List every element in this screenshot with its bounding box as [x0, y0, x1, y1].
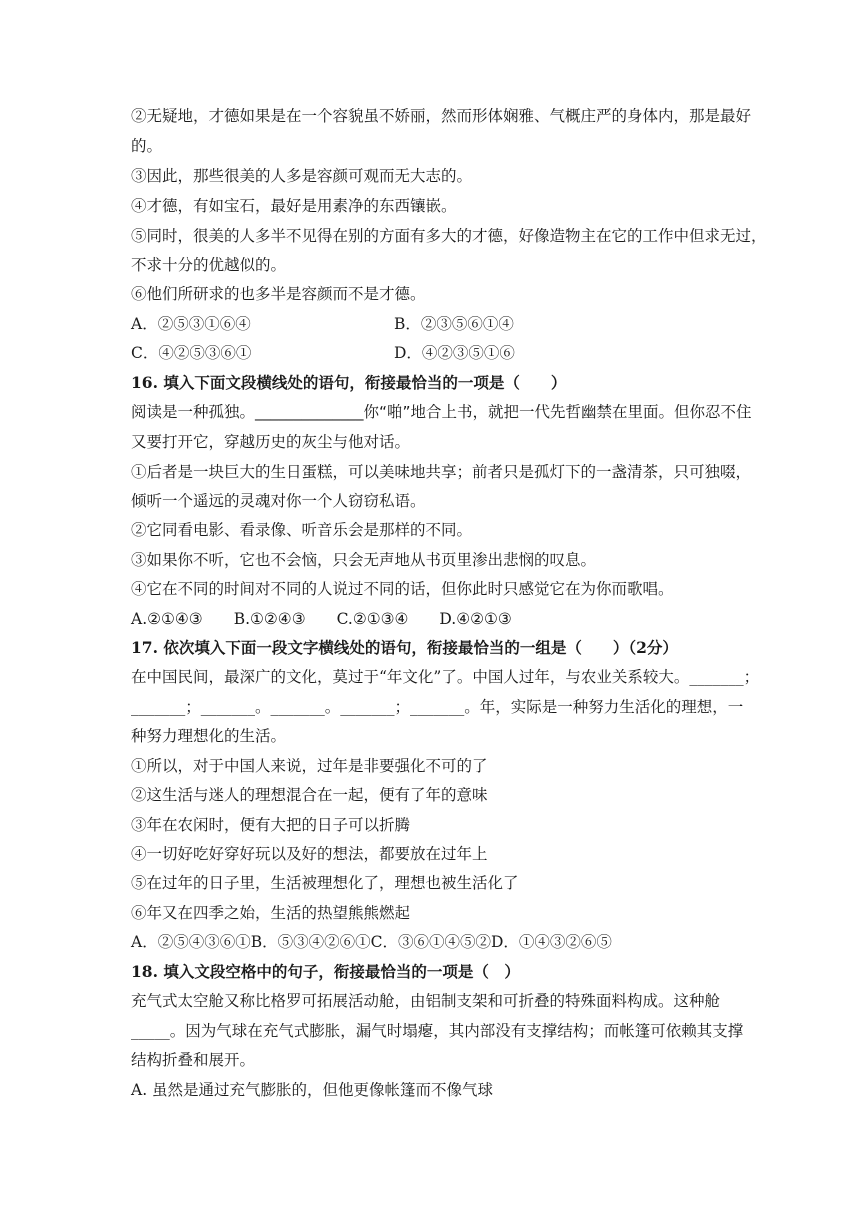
q15-item-5-line2: 不求十分的优越似的。	[131, 256, 287, 274]
q16-stem: 16. 填入下面文段横线处的语句，衔接最恰当的一项是（ ）	[131, 373, 567, 392]
q17-options: A．②⑤④③⑥①B．⑤③④②⑥①C．③⑥①④⑤②D．①④③②⑥⑤	[131, 933, 612, 951]
q17-item-1: ①所以，对于中国人来说，过年是非要强化不可的了	[131, 757, 488, 775]
q15-item-4: ④才德，有如宝石，最好是用素净的东西镶嵌。	[131, 197, 457, 215]
q17-item-3: ③年在农闲时，便有大把的日子可以折腾	[131, 816, 411, 834]
q16-item-2: ②它同看电影、看录像、听音乐会是那样的不同。	[131, 521, 473, 539]
q18-passage-line1: 充气式太空舱又称比格罗可拓展活动舱，由铝制支架和可折叠的特殊面料构成。这种舱	[131, 992, 721, 1010]
q16-item-3: ③如果你不听，它也不会恼，只会无声地从书页里渗出悲悯的叹息。	[131, 551, 597, 569]
q16-options: A.②①④③ B.①②④③ C.②①③④ D.④②①③	[131, 610, 512, 628]
q16-item-4: ④它在不同的时间对不同的人说过不同的话，但你此时只感觉它在为你而歌唱。	[131, 580, 674, 598]
q18-option-a: A. 虽然是通过充气膨胀的，但他更像帐篷而不像气球	[131, 1081, 494, 1099]
q17-item-2: ②这生活与迷人的理想混合在一起，便有了年的意味	[131, 786, 488, 804]
q17-passage-line1: 在中国民间，最深广的文化，莫过于“年文化”了。中国人过年，与农业关系较大。_______；	[131, 668, 760, 686]
q15-item-6: ⑥他们所研求的也多半是容颜而不是才德。	[131, 285, 426, 303]
q17-passage-line3: 种努力理想化的生活。	[131, 727, 287, 745]
q15-option-b: B．②③⑤⑥①④	[394, 315, 514, 333]
q15-item-3: ③因此，那些很美的人多是容颜可观而无大志的。	[131, 167, 473, 185]
q17-passage-line2: _______；_______。_______。_______；_______。年，实际是一种努力生活化的理想，一	[131, 698, 744, 716]
q18-passage-line2: _____。因为气球在充气式膨胀，漏气时塌瘪，其内部没有支撑结构；而帐篷可依赖其支撑	[131, 1022, 744, 1040]
q15-option-a: A．②⑤③①⑥④	[131, 315, 251, 333]
q18-stem: 18. 填入文段空格中的句子，衔接最恰当的一项是（ ）	[131, 962, 520, 981]
q15-item-5-line1: ⑤同时，很美的人多半不见得在别的方面有多大的才德，好像造物主在它的工作中但求无过，	[131, 227, 767, 245]
q17-item-5: ⑤在过年的日子里，生活被理想化了，理想也被生活化了	[131, 874, 519, 892]
q17-item-6: ⑥年又在四季之始，生活的热望熊熊燃起	[131, 904, 411, 922]
q16-item-1-line1: ①后者是一块巨大的生日蛋糕，可以美味地共享；前者只是孤灯下的一盏清茶，只可独啜，	[131, 463, 752, 481]
q17-item-4: ④一切好吃好穿好玩以及好的想法，都要放在过年上	[131, 845, 488, 863]
q17-stem: 17. 依次填入下面一段文字横线处的语句，衔接最恰当的一组是（ ）（2分）	[131, 638, 678, 657]
q16-passage-line1: 阅读是一种孤独。______________你“啪”地合上书，就把一代先哲幽禁在里面。但你忍不住	[131, 403, 752, 421]
q15-item-2-line2: 的。	[131, 137, 163, 155]
q16-passage-line2: 又要打开它，穿越历史的灰尘与他对话。	[131, 433, 411, 451]
q15-item-2-line1: ②无疑地，才德如果是在一个容貌虽不娇丽，然而形体娴雅、气概庄严的身体内，那是最好	[131, 107, 752, 125]
q15-option-c: C．④②⑤③⑥①	[131, 344, 252, 362]
q16-item-1-line2: 倾听一个遥远的灵魂对你一个人窃窃私语。	[131, 492, 426, 510]
q15-option-d: D．④②③⑤①⑥	[394, 344, 515, 362]
q18-passage-line3: 结构折叠和展开。	[131, 1051, 256, 1069]
